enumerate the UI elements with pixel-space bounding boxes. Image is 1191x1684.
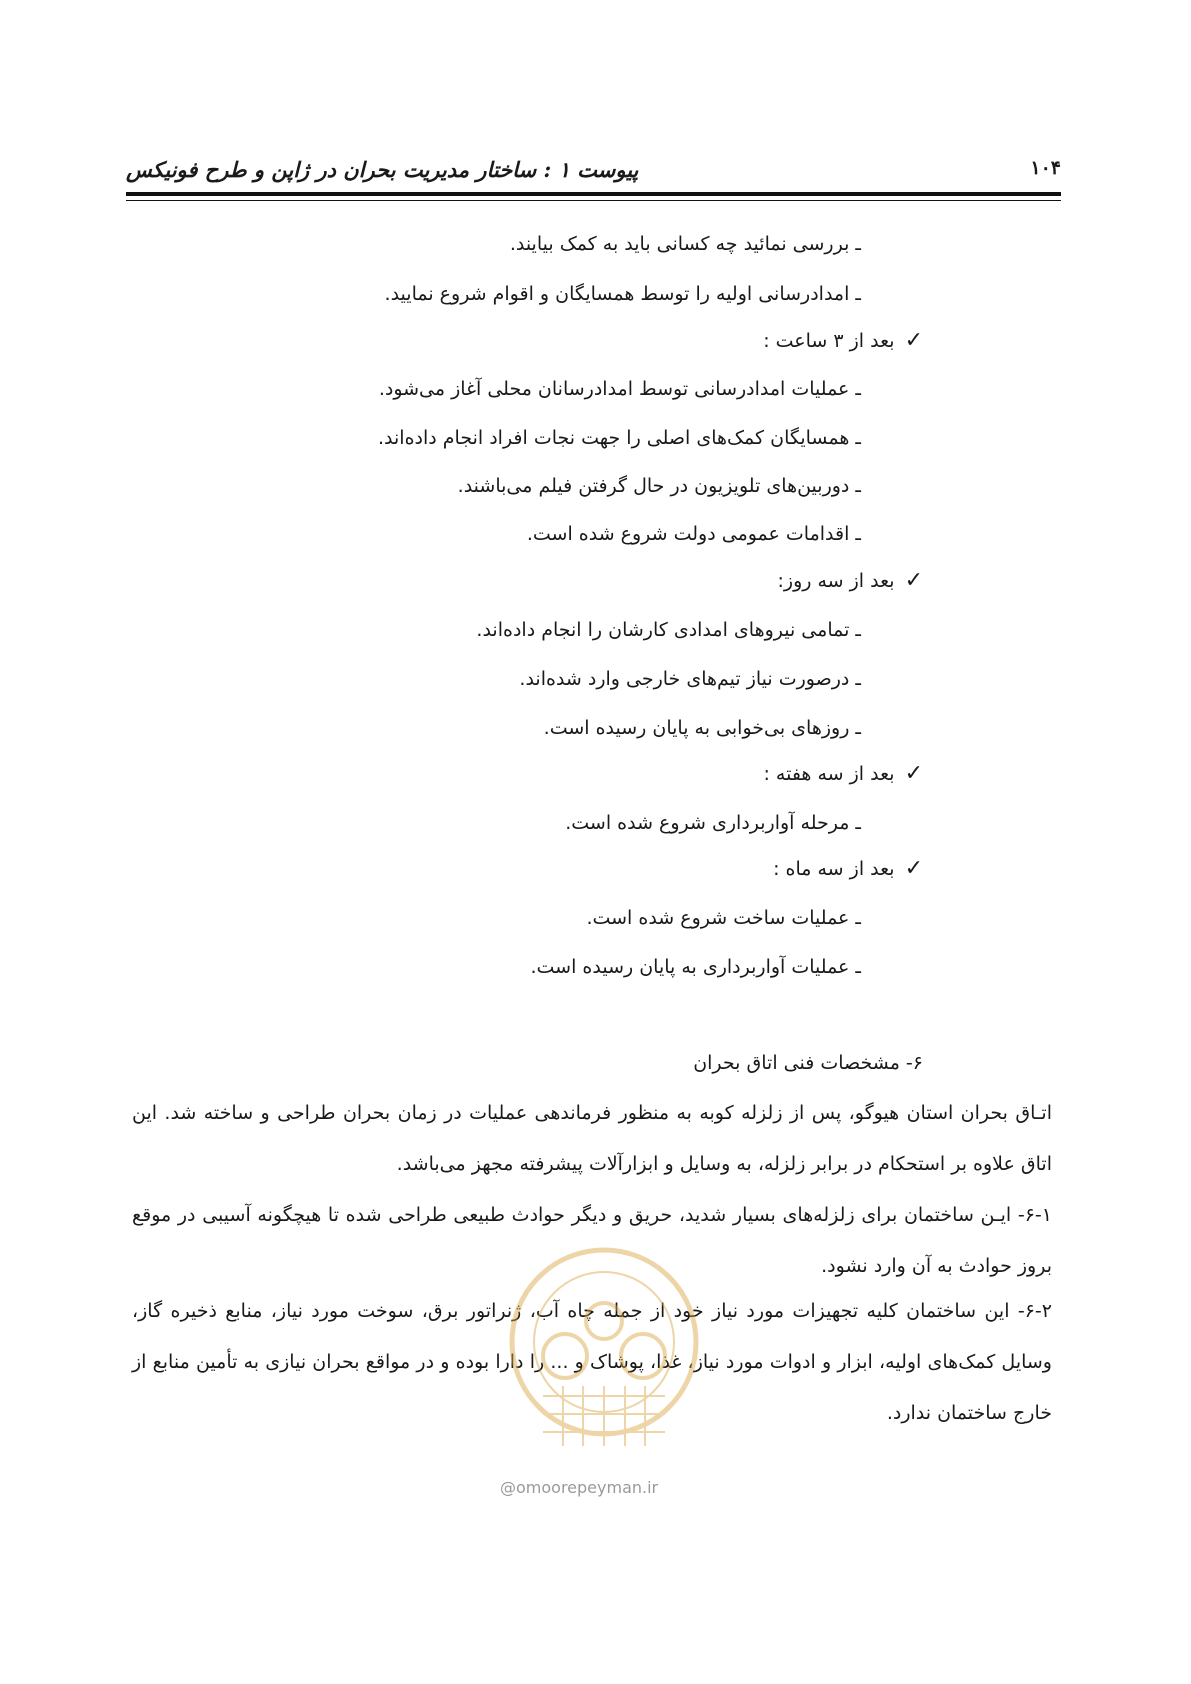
- bullet-line: ـ روزهای بی‌خوابی به پایان رسیده است.: [543, 717, 861, 739]
- phase-heading: [778, 566, 923, 596]
- phase-heading: [763, 326, 923, 356]
- phase-heading: [763, 759, 923, 789]
- bullet-line: ـ تمامی نیروهای امدادی کارشان را انجام داده‌اند.: [476, 619, 861, 641]
- bullet-line: ـ درصورت نیاز تیم‌های خارجی وارد شده‌اند.: [519, 668, 861, 690]
- page-number: ۱۰۴: [1030, 157, 1061, 179]
- phase-heading-label: بعد از ۳ ساعت :: [763, 330, 895, 352]
- watermark-url: @omoorepeyman.ir: [500, 1478, 659, 1497]
- bullet-line: ـ بررسی نمائید چه کسانی باید به کمک بیایند.: [509, 233, 861, 255]
- checkmark-icon: ✓: [904, 761, 923, 786]
- phase-heading: [773, 854, 923, 884]
- paragraph: ۶-۲- این ساختمان کلیه تجهیزات مورد نیاز خود از جمله چاه آب، ژنراتور برق، سوخت مورد نیاز، منابع ذخیره گاز، وسایل کمک‌های اولیه، ابزار و ادوات مورد نیاز، غذا، پوشاک و ... را دارا بوده و در مواقع بحران نیازی به تأمین منابع از خارج ساختمان ندارد.: [132, 1300, 1052, 1424]
- section-title: ۶- مشخصات فنی اتاق بحران: [693, 1052, 923, 1074]
- bullet-line: ـ عملیات ساخت شروع شده است.: [586, 907, 861, 929]
- paragraph: ۶-۱- ایـن ساختمان برای زلزله‌های بسیار شدید، حریق و دیگر حوادث طبیعی طراحی شده تا هیچگونه آسیبی در موقع بروز حوادث به آن وارد نشود.: [132, 1204, 1052, 1277]
- paragraph: اتـاق بحران استان هیوگو، پس از زلزله کوبه به منظور فرماندهی عملیات در زمان بحران طراحی و ساخته شد. این اتاق علاوه بر استحکام در برابر زلزله، به وسایل و ابزارآلات پیشرفته مجهز می‌باشد.: [132, 1102, 1052, 1175]
- phase-heading-label: بعد از سه روز:: [777, 570, 895, 592]
- checkmark-icon: ✓: [904, 328, 923, 353]
- phase-heading-label: بعد از سه هفته :: [763, 763, 895, 785]
- header-title: پیوست ۱ : ساختار مدیریت بحران در ژاپن و طرح فونیکس: [126, 157, 639, 182]
- phase-heading-label: بعد از سه ماه :: [773, 858, 895, 880]
- checkmark-icon: ✓: [904, 856, 923, 881]
- bullet-line: ـ عملیات امدادرسانی توسط امدادرسانان محلی آغاز می‌شود.: [378, 378, 861, 400]
- bullet-line: ـ عملیات آواربرداری به پایان رسیده است.: [530, 956, 861, 978]
- bullet-line: ـ مرحله آواربرداری شروع شده است.: [565, 812, 861, 834]
- bullet-line: ـ امدادرسانی اولیه را توسط همسایگان و اقوام شروع نمایید.: [384, 283, 861, 305]
- header-rule-thick: [126, 192, 1061, 196]
- page-header: [126, 157, 1061, 197]
- checkmark-icon: ✓: [904, 568, 923, 593]
- bullet-line: ـ دوربین‌های تلویزیون در حال گرفتن فیلم می‌باشند.: [457, 475, 861, 497]
- bullet-line: ـ اقدامات عمومی دولت شروع شده است.: [526, 523, 861, 545]
- header-rule-thin: [126, 200, 1061, 201]
- bullet-line: ـ همسایگان کمک‌های اصلی را جهت نجات افراد انجام داده‌اند.: [378, 427, 861, 449]
